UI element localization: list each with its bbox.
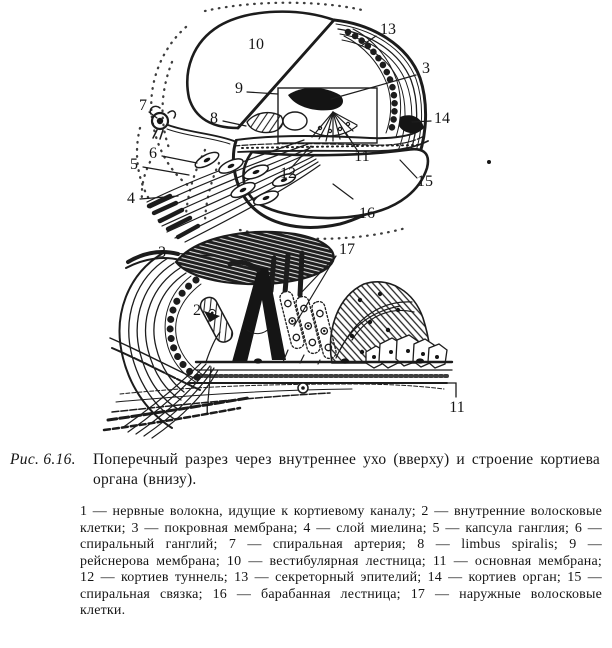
- label-top-12: 12: [280, 165, 296, 182]
- tectorial-membrane-small: [288, 88, 343, 111]
- label-bottom-2: 2: [193, 302, 201, 319]
- corti-organ-knot: [399, 115, 424, 133]
- figure-title: Поперечный разрез через внутреннее ухо (вверху) и строение кортиева органа (внизу).: [93, 451, 600, 489]
- leader-bottom-11: [447, 383, 456, 397]
- label-top-15: 15: [417, 173, 433, 190]
- label-top-10: 10: [248, 36, 264, 53]
- label-top-14: 14: [434, 110, 450, 127]
- figure-legend: 1 — нервные волокна, идущие к кортиевому каналу; 2 — внутренние волосковые клетки; 3 — покровная мембрана; 4 — слой миелина; 5 — капсула ганглия; 6 — спиральный ганглий; 7 — спиральная артерия; 8 — limbus spiralis; 9 — рейснерова мембрана; 10 — вестибулярная лестница; 11 — основная мембрана; 12 — кортиев туннель; 13 — секреторный эпителий; 14 — кортиев орган; 15 — спиральная связка; 16 — барабанная лестница; 17 — наружные волосковые клетки.: [80, 504, 602, 619]
- myelin-layer: [149, 196, 198, 237]
- label-top-8: 8: [210, 110, 218, 127]
- label-top-4: 4: [127, 190, 135, 207]
- outer-hair-cells: [279, 290, 338, 364]
- basilar-membrane-bar: [188, 358, 456, 397]
- label-top-11: 11: [354, 148, 370, 165]
- tectorial-membrane: [176, 232, 334, 284]
- label-top-13: 13: [380, 21, 396, 38]
- inner-sulcus: [283, 112, 307, 130]
- organ-of-corti-diagram: [104, 232, 465, 438]
- figure-number: Рис. 6.16.: [10, 451, 76, 468]
- caption-row: [10, 450, 606, 490]
- label-top-6: 6: [149, 145, 157, 162]
- inner-ear-cross-section-diagram: [127, 3, 491, 242]
- label-bottom-1: 1: [203, 401, 211, 418]
- label-top-5: 5: [130, 156, 138, 173]
- figure-caption-block: [10, 450, 606, 620]
- sub-membrane-layers: [104, 383, 444, 430]
- label-top-7: 7: [139, 97, 147, 114]
- label-top-9: 9: [235, 80, 243, 97]
- label-top-3: 3: [422, 60, 430, 77]
- label-bottom-17: 17: [339, 241, 355, 258]
- label-top-16: 16: [359, 205, 375, 222]
- label-bottom-11: 11: [449, 399, 465, 416]
- stray-dot: [487, 160, 491, 164]
- label-bottom-3: 3: [158, 244, 166, 261]
